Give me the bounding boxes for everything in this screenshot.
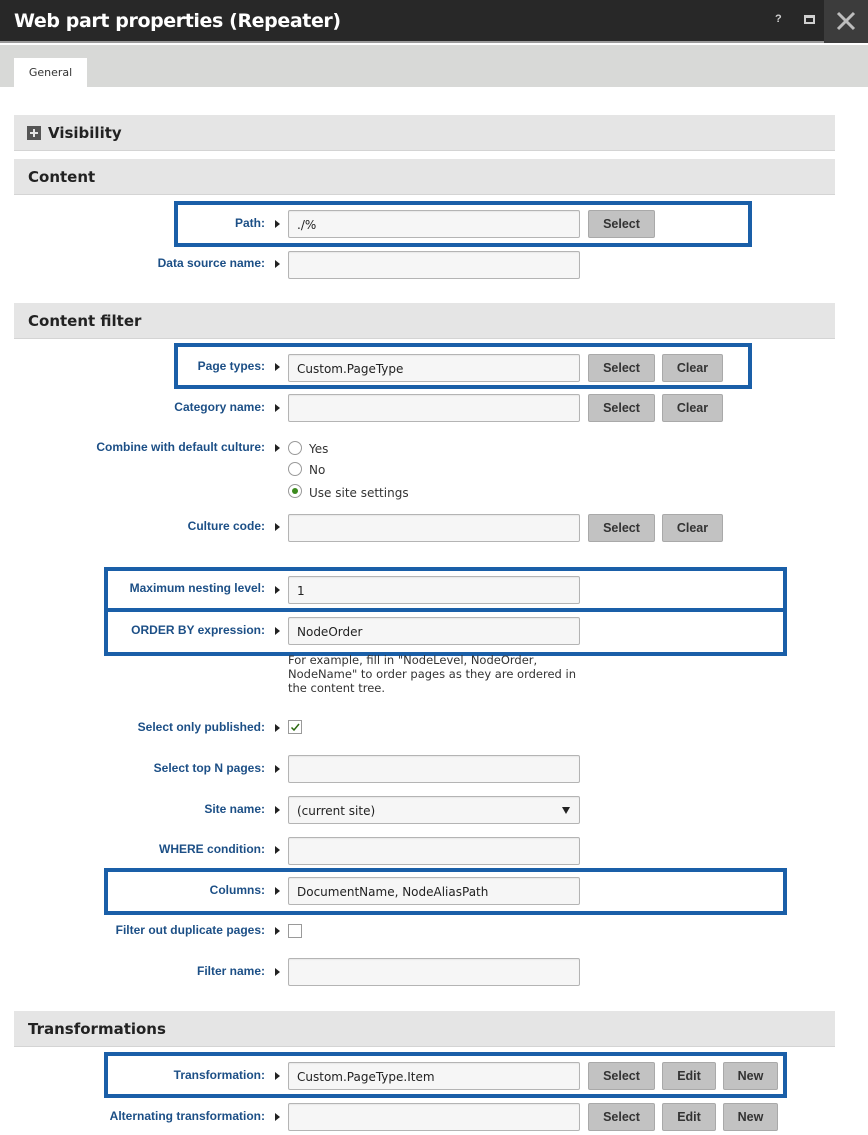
transformation-edit-button[interactable]: Edit <box>662 1062 716 1090</box>
data-source-name-input[interactable] <box>288 251 580 279</box>
path-input[interactable]: ./% <box>288 210 580 238</box>
category-name-input[interactable] <box>288 394 580 422</box>
filter-duplicates-checkbox[interactable] <box>288 924 302 938</box>
expand-arrow-icon[interactable] <box>275 1072 280 1080</box>
filter-name-label: Filter name: <box>196 964 265 978</box>
radio-yes-label: Yes <box>309 442 329 456</box>
maximize-icon[interactable] <box>804 15 815 24</box>
help-icon[interactable]: ? <box>775 13 782 25</box>
expand-arrow-icon[interactable] <box>275 1113 280 1121</box>
expand-arrow-icon[interactable] <box>275 220 280 228</box>
columns-input[interactable]: DocumentName, NodeAliasPath <box>288 877 580 905</box>
category-select-button[interactable]: Select <box>588 394 655 422</box>
alt-transformation-edit-button[interactable]: Edit <box>662 1103 716 1131</box>
radio-yes[interactable] <box>288 441 302 455</box>
expand-arrow-icon[interactable] <box>275 846 280 854</box>
path-label: Path: <box>235 216 265 230</box>
page-types-clear-button[interactable]: Clear <box>662 354 723 382</box>
radio-no[interactable] <box>288 462 302 476</box>
section-title: Content <box>28 168 96 186</box>
site-name-value: (current site) <box>297 804 376 818</box>
page-types-label: Page types: <box>197 359 265 373</box>
expand-arrow-icon[interactable] <box>275 523 280 531</box>
site-name-label: Site name: <box>204 802 265 816</box>
expand-arrow-icon[interactable] <box>275 404 280 412</box>
select-top-n-label: Select top N pages: <box>153 761 265 775</box>
chevron-down-icon <box>562 807 570 814</box>
section-title: Transformations <box>28 1020 166 1038</box>
expand-arrow-icon[interactable] <box>275 260 280 268</box>
radio-use-site-settings[interactable] <box>288 484 302 498</box>
expand-arrow-icon[interactable] <box>275 927 280 935</box>
expand-arrow-icon[interactable] <box>275 363 280 371</box>
category-clear-button[interactable]: Clear <box>662 394 723 422</box>
alt-transformation-label: Alternating transformation: <box>109 1109 265 1123</box>
title-bar <box>0 0 868 43</box>
page-types-input[interactable]: Custom.PageType <box>288 354 580 382</box>
expand-icon[interactable] <box>27 126 41 140</box>
columns-label: Columns: <box>209 883 265 897</box>
expand-arrow-icon[interactable] <box>275 586 280 594</box>
category-name-label: Category name: <box>174 400 265 414</box>
expand-arrow-icon[interactable] <box>275 887 280 895</box>
alt-transformation-select-button[interactable]: Select <box>588 1103 655 1131</box>
data-source-name-label: Data source name: <box>157 256 265 270</box>
expand-arrow-icon[interactable] <box>275 968 280 976</box>
max-nesting-input[interactable]: 1 <box>288 576 580 604</box>
select-only-published-label: Select only published: <box>137 720 265 734</box>
path-select-button[interactable]: Select <box>588 210 655 238</box>
tab-strip <box>0 45 868 87</box>
culture-clear-button[interactable]: Clear <box>662 514 723 542</box>
max-nesting-label: Maximum nesting level: <box>129 581 265 595</box>
transformation-select-button[interactable]: Select <box>588 1062 655 1090</box>
alt-transformation-input[interactable] <box>288 1103 580 1131</box>
transformation-input[interactable]: Custom.PageType.Item <box>288 1062 580 1090</box>
section-content <box>14 159 835 195</box>
page-types-select-button[interactable]: Select <box>588 354 655 382</box>
checkmark-icon <box>289 721 301 733</box>
section-title: Visibility <box>48 124 122 142</box>
transformation-new-button[interactable]: New <box>723 1062 778 1090</box>
filter-duplicates-label: Filter out duplicate pages: <box>115 923 265 937</box>
tab-general[interactable]: General <box>14 58 87 87</box>
section-content-filter <box>14 303 835 339</box>
where-condition-label: WHERE condition: <box>159 842 265 856</box>
select-only-published-checkbox[interactable] <box>288 720 302 734</box>
radio-use-site-settings-label: Use site settings <box>309 486 409 500</box>
radio-no-label: No <box>309 463 326 477</box>
order-by-label: ORDER BY expression: <box>131 623 265 637</box>
culture-select-button[interactable]: Select <box>588 514 655 542</box>
filter-name-input[interactable] <box>288 958 580 986</box>
section-visibility[interactable] <box>14 115 835 151</box>
expand-arrow-icon[interactable] <box>275 806 280 814</box>
combine-culture-label: Combine with default culture: <box>96 440 265 454</box>
section-title: Content filter <box>28 312 142 330</box>
window-title: Web part properties (Repeater) <box>14 10 341 32</box>
order-by-input[interactable]: NodeOrder <box>288 617 580 645</box>
where-condition-input[interactable] <box>288 837 580 865</box>
close-button[interactable] <box>824 0 868 43</box>
expand-arrow-icon[interactable] <box>275 444 280 452</box>
select-top-n-input[interactable] <box>288 755 580 783</box>
transformation-label: Transformation: <box>173 1068 265 1082</box>
expand-arrow-icon[interactable] <box>275 724 280 732</box>
expand-arrow-icon[interactable] <box>275 627 280 635</box>
expand-arrow-icon[interactable] <box>275 765 280 773</box>
close-icon <box>836 11 856 31</box>
alt-transformation-new-button[interactable]: New <box>723 1103 778 1131</box>
section-transformations <box>14 1011 835 1047</box>
culture-code-input[interactable] <box>288 514 580 542</box>
culture-code-label: Culture code: <box>187 519 265 533</box>
order-by-help-text: For example, fill in "NodeLevel, NodeOrder, NodeName" to order pages as they are ordered in the content tree. <box>288 653 576 695</box>
site-name-select[interactable] <box>288 796 580 824</box>
